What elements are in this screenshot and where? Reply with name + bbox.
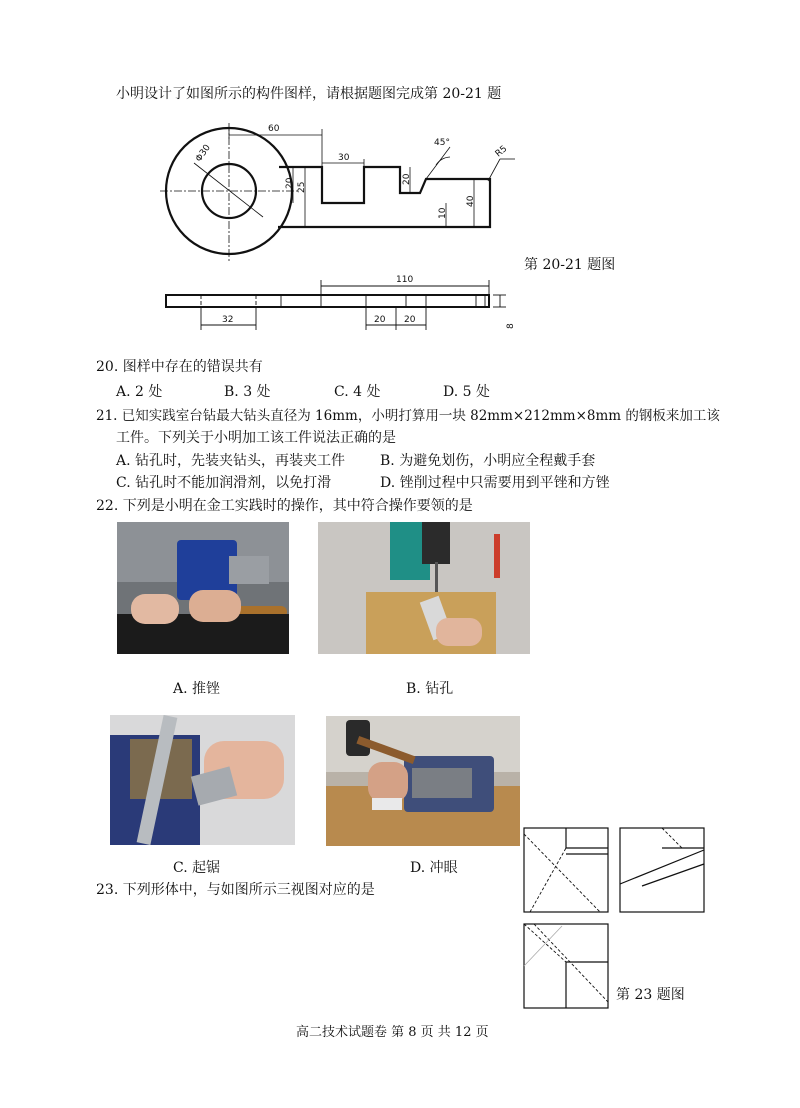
dim-20c: 20	[374, 315, 386, 325]
q22-caption-c: C. 起锯	[173, 860, 221, 876]
q21-stem-1: 21. 已知实践室台钻最大钻头直径为 16mm，小明打算用一块 82mm×212mm×8mm 的钢板来加工该	[96, 408, 720, 424]
q20-option-c[interactable]: C. 4 处	[334, 384, 381, 400]
dim-32: 32	[222, 315, 234, 325]
page-footer: 高二技术试题卷 第 8 页 共 12 页	[296, 1025, 489, 1040]
dim-30: 30	[338, 153, 350, 163]
photo-punching[interactable]	[326, 716, 520, 846]
intro-text: 小明设计了如图所示的构件图样，请根据题图完成第 20-21 题	[116, 86, 502, 102]
q20-stem: 20. 图样中存在的错误共有	[96, 359, 263, 375]
dim-r5: R5	[493, 144, 510, 160]
q21-option-a[interactable]: A. 钻孔时，先装夹钻头，再装夹工件	[116, 453, 346, 469]
dim-110: 110	[396, 275, 414, 285]
photo-sawing[interactable]	[110, 715, 295, 845]
q20-option-a[interactable]: A. 2 处	[116, 384, 163, 400]
photo-filing[interactable]	[117, 522, 289, 654]
q20-option-b[interactable]: B. 3 处	[224, 384, 271, 400]
q23-stem: 23. 下列形体中，与如图所示三视图对应的是	[96, 882, 375, 898]
dim-45: 45°	[434, 138, 450, 148]
side-view	[166, 295, 489, 307]
q20-option-d[interactable]: D. 5 处	[443, 384, 490, 400]
figure1-caption: 第 20-21 题图	[524, 257, 616, 273]
q23-caption: 第 23 题图	[616, 987, 685, 1003]
dim-60: 60	[268, 124, 280, 134]
q22-caption-b: B. 钻孔	[406, 681, 454, 697]
dim-40: 40	[466, 195, 476, 207]
q21-option-b[interactable]: B. 为避免划伤，小明应全程戴手套	[380, 453, 596, 469]
part-drawing	[150, 115, 520, 340]
part-outline	[278, 167, 490, 227]
dim-10: 10	[438, 207, 448, 219]
photo-drilling[interactable]	[318, 522, 530, 654]
dim-25: 25	[297, 181, 307, 193]
dim-20b: 20	[402, 173, 412, 185]
dim-8: 8	[506, 323, 516, 329]
q21-option-c[interactable]: C. 钻孔时不能加润滑剂，以免打滑	[116, 475, 332, 491]
dim-phi30: Φ30	[194, 143, 213, 164]
q22-caption-d: D. 冲眼	[410, 860, 458, 876]
dim-20d: 20	[404, 315, 416, 325]
side-view-box	[620, 828, 704, 912]
q21-stem-2: 工件。下列关于小明加工该工件说法正确的是	[116, 430, 396, 446]
q22-stem: 22. 下列是小明在金工实践时的操作，其中符合操作要领的是	[96, 498, 473, 514]
dim-20a: 20	[285, 177, 295, 189]
q21-option-d[interactable]: D. 锉削过程中只需要用到平锉和方锉	[380, 475, 610, 491]
q22-caption-a: A. 推锉	[173, 681, 221, 697]
